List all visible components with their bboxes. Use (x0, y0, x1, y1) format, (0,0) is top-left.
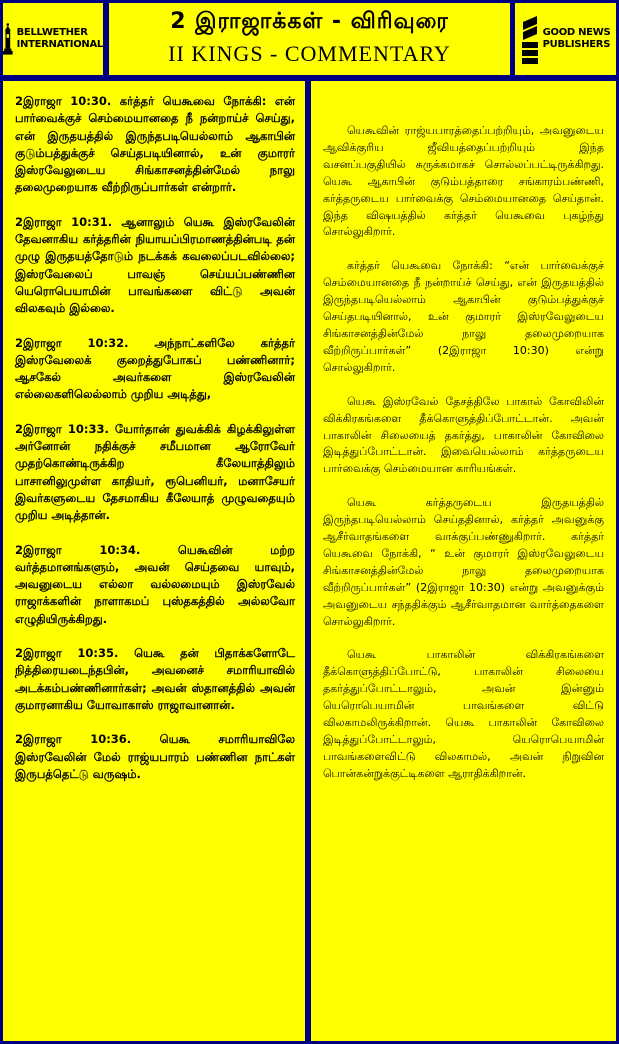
verse-10-35: 2இராஜா 10:35. யெகூ தன் பிதாக்களோடே நித்திரையடைந்தபின், அவனைச் சமாரியாவில் அடக்கம்பண்ணினார்கள்; அவன் ஸ்தானத்தில் அவன் குமாரனாகிய யோவாகாஸ் ராஜாவானான். (15, 646, 295, 712)
verse-10-31: 2இராஜா 10:31. ஆனாலும் யெகூ இஸ்ரவேலின் தேவனாகிய கர்த்தரின் நியாயப்பிரமாணத்தின்படி தன் முழு இருதயத்தோடும் நடக்கக் கவலைப்படவில்லை; இஸ்ரவேலைப் பாவஞ் செய்யப்பண்ணின யெரொபெயாமின் பாவங்களை விட்டு அவன் விலகவும் இல்லை. (15, 214, 295, 316)
commentary-paragraph: யெகூ பாகாலின் விக்கிரகங்களை தீக்கொளுத்திப்போட்டு, பாகாலின் சிலையை தகர்த்துப்போட்டாலும், அவன் இன்னும் யெரொபெயாமின் பாவங்களை விட்டு விலகாமலிருக்கிறான். யெகூ பாகாலின் கோவிலை இடித்துப்போட்டாலும், யெரொபெயாமின் பாவங்களைவிட்டு விலகாமல், அவன் நிறுவின பொன்கன்றுக்குட்டிகளை ஆராதிக்கிறான். (323, 648, 604, 780)
page-title-english: II KINGS - COMMENTARY (168, 41, 451, 66)
verse-10-30: 2இராஜா 10:30. கர்த்தர் யெகூவை நோக்கி: என் பார்வைக்குச் செம்மையானதை நீ நன்றாய்ச் செய்து, என் இருதயத்தில் இருந்தபடியெல்லாம் ஆகாபின் குடும்பத்துக்குச் செய்தபடியினால், உன் குமாரர் இஸ்ரவேலுடைய சிங்காசனத்தின்மேல் நாலு தலைமுறையாக வீற்றிருப்பார்கள் என்றார். (15, 94, 295, 195)
commentary-paragraph: யெகூவின் ராஜ்யபாரத்தைப்பற்றியும், அவனுடைய ஆவிக்குரிய ஜீவியத்தைப்பற்றியும் இந்த வசனப்பகுதியில் சுருக்கமாகச் சொல்லப்பட்டிருக்கிறது. யெகூ ஆகாபின் குடும்பத்தாரை சங்காரம்பண்ணி, கர்த்தருடைய பார்வைக்கு செம்மையானதை செய்தான். இந்த விஷயத்தில் கர்த்தர் யெகூவை புகழ்ந்து சொல்லுகிறார். (323, 124, 604, 239)
verse-10-34: 2இராஜா 10:34. யெகூவின் மற்ற வர்த்தமானங்களும், அவன் செய்தவை யாவும், அவனுடைய எல்லா வல்லமையும் இஸ்ரவேல் ராஜாக்களின் நாளாகமப் புஸ்தகத்தில் அல்லவோ எழுதியிருக்கிறது. (15, 542, 295, 626)
good-news-logo-line2: PUBLISHERS (542, 39, 611, 50)
bellwether-logo (3, 3, 103, 75)
scripture-column (3, 81, 305, 1041)
bell-tower-icon (3, 13, 13, 65)
good-news-logo-line1: GOOD NEWS (542, 27, 611, 38)
verse-10-36: 2இராஜா 10:36. யெகூ சமாரியாவிலே இஸ்ரவேலின் மேல் ராஜ்யபாரம் பண்ணின நாட்கள் இருபத்தெட்டு வருஷம். (15, 732, 295, 781)
verse-10-32: 2இராஜா 10:32. அந்நாட்களிலே கர்த்தர் இஸ்ரவேலைக் குறைத்துபோகப் பண்ணினார்; ஆசகேல் அவர்களை இஸ்ரவேலின் எல்லைகளிலெல்லாம் முறிய அடித்து, (15, 335, 295, 402)
page-title-tamil: 2 இராஜாக்கள் - விரிவுரை (170, 9, 449, 34)
good-news-logo (515, 3, 616, 75)
bellwether-logo-text (17, 27, 103, 51)
commentary-paragraph: கர்த்தர் யெகூவை நோக்கி: “என் பார்வைக்குச் செம்மையானதை நீ நன்றாய்ச் செய்து, என் இருதயத்தில் இருந்தபடியெல்லாம் ஆகாபின் குடும்பத்துக்குச் செய்தபடியினால், உன் குமாரர் இஸ்ரவேலுடைய சிங்காசனத்தின்மேல் நாலு தலைமுறையாக வீற்றிருப்பார்கள்” (2இராஜா 10:30) என்று சொல்லுகிறார். (323, 259, 604, 374)
bellwether-logo-line1: BELLWETHER (16, 27, 88, 38)
bellwether-logo-line2: INTERNATIONAL (16, 39, 103, 50)
verse-10-33: 2இராஜா 10:33. யோர்தான் துவக்கிக் கிழக்கிலுள்ள அர்னோன் நதிக்குச் சமீபமான ஆரோவேர் முதற்கொண்டிருக்கிற கீலேயாத்திலும் பாசானிலுமுள்ள காதியர், ரூபெனியர், மனாசேயர் இவர்களுடைய தேசமாகிய கீலேயாத் முழுவதையும் முறிய அடித்தான். (15, 421, 295, 523)
commentary-paragraph: யெகூ இஸ்ரவேல் தேசத்திலே பாகால் கோவிலின் விக்கிரகங்களை தீக்கொளுத்திப்போட்டான். அவன் பாகாலின் சிலையைத் தகர்த்து, பாகாலின் கோவிலை இடித்துப்போட்டான். இவையெல்லாம் கர்த்தருடைய பார்வைக்கு செம்மையான காரியங்கள். (323, 394, 604, 476)
commentary-paragraph: யெகூ கர்த்தருடைய இருதயத்தில் இருந்தபடியெல்லாம் செய்ததினால், கர்த்தர் அவனுக்கு ஆசீர்வாதங்களை வாக்குப்பண்ணுகிறார். கர்த்தர் யெகூவை நோக்கி, “ உன் குமாரர் இஸ்ரவேலுடைய சிங்காசனத்தின்மேல் நாலு தலைமுறையாக வீற்றிருப்பார்கள்” (2இராஜா 10:30) என்று அவனுக்கும் அவனுடைய சந்ததிக்கும் ஆசீர்வாதமான வார்த்தைகளை சொல்லுகிறார். (323, 496, 604, 628)
commentary-column (311, 81, 616, 1041)
good-news-logo-text (543, 27, 611, 51)
page-header (109, 3, 510, 75)
book-stack-icon (521, 14, 539, 64)
